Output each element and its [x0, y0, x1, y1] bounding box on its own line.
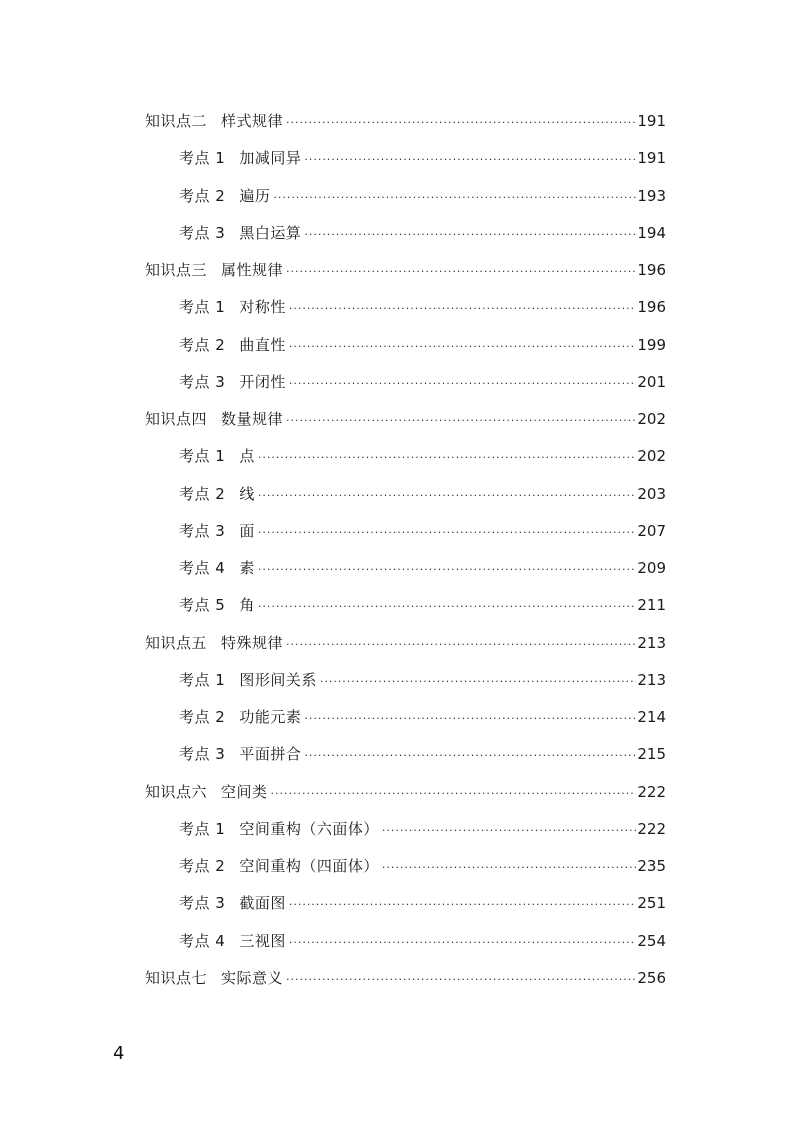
toc-entry-prefix: 考点 3	[179, 894, 226, 913]
dot-leader	[301, 737, 636, 774]
toc-entry-title: 数量规律	[221, 410, 284, 428]
toc-entry-page: 199	[637, 335, 666, 354]
toc-entry-title: 角	[239, 596, 255, 615]
toc-entry-label	[179, 476, 255, 513]
toc-entry-prefix: 考点 2	[179, 708, 226, 726]
toc-entry-page: 213	[637, 670, 666, 689]
toc-entry-title: 对称性	[239, 298, 286, 317]
dot-leader	[286, 328, 636, 365]
dot-leader	[255, 439, 636, 476]
toc-entry-label	[179, 587, 255, 624]
toc-entry-page: 213	[637, 633, 666, 652]
toc-entry-prefix: 知识点五	[145, 633, 208, 652]
toc-entry-prefix: 考点 2	[179, 484, 226, 503]
dot-leader	[301, 141, 636, 178]
toc-entry[interactable]	[0, 662, 800, 699]
toc-entry-page: 201	[637, 372, 666, 391]
dot-leader	[255, 551, 636, 588]
dot-leader	[286, 924, 636, 961]
toc-entry-label	[179, 178, 270, 215]
dot-leader	[283, 104, 636, 141]
toc-entry-label	[179, 364, 286, 401]
toc-entry-page: 256	[637, 968, 666, 987]
toc-entry-label	[179, 885, 286, 922]
toc-entry-title: 特殊规律	[221, 633, 284, 652]
toc-entry-prefix: 考点 1	[179, 149, 226, 168]
toc-entry-title: 空间重构（六面体）	[239, 819, 379, 838]
dot-leader	[268, 775, 636, 812]
dot-leader	[255, 514, 636, 551]
toc-entry-prefix: 知识点二	[145, 112, 208, 130]
dot-leader	[317, 663, 636, 700]
toc-entry[interactable]	[0, 401, 800, 438]
toc-entry-prefix: 知识点六	[145, 782, 208, 801]
toc-entry[interactable]	[0, 625, 800, 662]
toc-entry-page: 209	[637, 559, 666, 577]
toc-entry-prefix: 考点 5	[179, 596, 226, 615]
toc-entry-label	[179, 923, 286, 960]
toc-entry-prefix: 知识点七	[145, 968, 208, 987]
toc-entry-prefix: 考点 1	[179, 819, 226, 838]
dot-leader	[283, 253, 636, 290]
toc-entry-label	[179, 215, 301, 252]
toc-entry-prefix: 考点 4	[179, 931, 226, 950]
toc-entry-prefix: 考点 1	[179, 298, 226, 317]
toc-entry-page: 194	[637, 223, 666, 242]
toc-entry-prefix: 考点 3	[179, 372, 226, 391]
toc-entry[interactable]	[0, 550, 800, 587]
dot-leader	[283, 961, 636, 998]
toc-entry-title: 开闭性	[239, 372, 286, 391]
toc-entry-title: 截面图	[239, 894, 286, 913]
toc-entry-title: 实际意义	[221, 968, 284, 987]
toc-entry-page: 191	[637, 149, 666, 168]
toc-entry-page: 251	[637, 894, 666, 913]
toc-entry[interactable]	[0, 252, 800, 289]
toc-entry[interactable]	[0, 364, 800, 401]
toc-entry-title: 黑白运算	[239, 223, 302, 242]
toc-entry-title: 曲直性	[239, 335, 286, 354]
toc-entry[interactable]	[0, 885, 800, 922]
toc-entry-prefix: 考点 3	[179, 745, 226, 764]
toc-entry-label	[179, 140, 301, 177]
toc-entry-page: 191	[637, 112, 666, 130]
toc-entry-page: 215	[637, 745, 666, 764]
toc-entry-title: 样式规律	[221, 112, 284, 130]
toc-entry-label	[179, 662, 317, 699]
toc-entry[interactable]	[0, 774, 800, 811]
toc-entry-page: 196	[637, 261, 666, 279]
toc-entry[interactable]	[0, 103, 800, 140]
toc-entry-label	[145, 103, 283, 140]
toc-entry-label	[145, 625, 283, 662]
toc-entry-prefix: 知识点三	[145, 261, 208, 279]
toc-entry-title: 平面拼合	[239, 745, 302, 764]
toc-entry-label	[179, 438, 255, 475]
toc-entry-label	[179, 811, 379, 848]
toc-entry[interactable]	[0, 476, 800, 513]
toc-entry[interactable]	[0, 438, 800, 475]
dot-leader	[270, 179, 636, 216]
toc-entry-label	[179, 289, 286, 326]
toc-entry[interactable]	[0, 699, 800, 736]
toc-entry-prefix: 考点 2	[179, 857, 226, 875]
toc-entry-title: 加减同异	[239, 149, 302, 168]
toc-entry[interactable]	[0, 811, 800, 848]
toc-entry-label	[145, 774, 268, 811]
toc-entry-title: 空间类	[221, 782, 268, 801]
dot-leader	[283, 402, 636, 439]
toc-entry-label	[179, 848, 379, 885]
toc-entry-title: 功能元素	[239, 708, 302, 726]
toc-entry[interactable]	[0, 140, 800, 177]
toc-entry[interactable]	[0, 960, 800, 997]
toc-entry[interactable]	[0, 587, 800, 624]
toc-entry-prefix: 考点 3	[179, 521, 226, 540]
toc-entry-title: 点	[239, 447, 255, 466]
dot-leader	[301, 216, 636, 253]
table-of-contents	[0, 103, 800, 997]
toc-entry-label	[179, 327, 286, 364]
toc-entry-title: 图形间关系	[239, 670, 317, 689]
toc-entry-page: 211	[637, 596, 666, 615]
toc-entry-label	[145, 401, 283, 438]
toc-entry-label	[145, 252, 283, 289]
toc-entry[interactable]	[0, 736, 800, 773]
toc-entry-title: 属性规律	[221, 261, 284, 279]
dot-leader	[379, 812, 636, 849]
toc-entry-label	[179, 550, 255, 587]
dot-leader	[301, 700, 636, 737]
toc-entry-page: 254	[637, 931, 666, 950]
toc-entry-page: 214	[637, 708, 666, 726]
toc-entry-label	[179, 513, 255, 550]
toc-entry-label	[179, 699, 301, 736]
toc-entry-page: 222	[637, 782, 666, 801]
toc-entry-page: 222	[637, 819, 666, 838]
toc-entry[interactable]	[0, 327, 800, 364]
dot-leader	[255, 588, 636, 625]
toc-entry-prefix: 考点 1	[179, 670, 226, 689]
dot-leader	[286, 365, 636, 402]
toc-entry[interactable]	[0, 923, 800, 960]
toc-entry-title: 线	[239, 484, 255, 503]
toc-entry-title: 遍历	[239, 186, 271, 205]
toc-entry-label	[179, 736, 301, 773]
dot-leader	[283, 626, 636, 663]
toc-entry-page: 202	[637, 447, 666, 466]
toc-entry-prefix: 考点 2	[179, 186, 226, 205]
toc-entry-page: 235	[637, 857, 666, 875]
toc-entry-page: 207	[637, 521, 666, 540]
toc-entry-title: 三视图	[239, 931, 286, 950]
toc-entry-prefix: 考点 1	[179, 447, 226, 466]
toc-entry-prefix: 考点 3	[179, 223, 226, 242]
toc-entry-page: 193	[637, 186, 666, 205]
dot-leader	[255, 477, 636, 514]
toc-entry-prefix: 知识点四	[145, 410, 208, 428]
toc-entry[interactable]	[0, 848, 800, 885]
toc-entry[interactable]	[0, 178, 800, 215]
toc-entry-title: 面	[239, 521, 255, 540]
toc-entry[interactable]	[0, 215, 800, 252]
page-number: 4	[113, 1043, 125, 1064]
dot-leader	[286, 290, 636, 327]
dot-leader	[379, 849, 636, 886]
toc-entry-label	[145, 960, 283, 997]
toc-entry[interactable]	[0, 289, 800, 326]
toc-entry-prefix: 考点 4	[179, 559, 226, 577]
toc-entry-page: 196	[637, 298, 666, 317]
dot-leader	[286, 886, 636, 923]
toc-entry-page: 203	[637, 484, 666, 503]
toc-entry[interactable]	[0, 513, 800, 550]
toc-entry-title: 空间重构（四面体）	[239, 857, 379, 875]
toc-entry-page: 202	[637, 410, 666, 428]
toc-entry-prefix: 考点 2	[179, 335, 226, 354]
toc-entry-title: 素	[239, 559, 255, 577]
